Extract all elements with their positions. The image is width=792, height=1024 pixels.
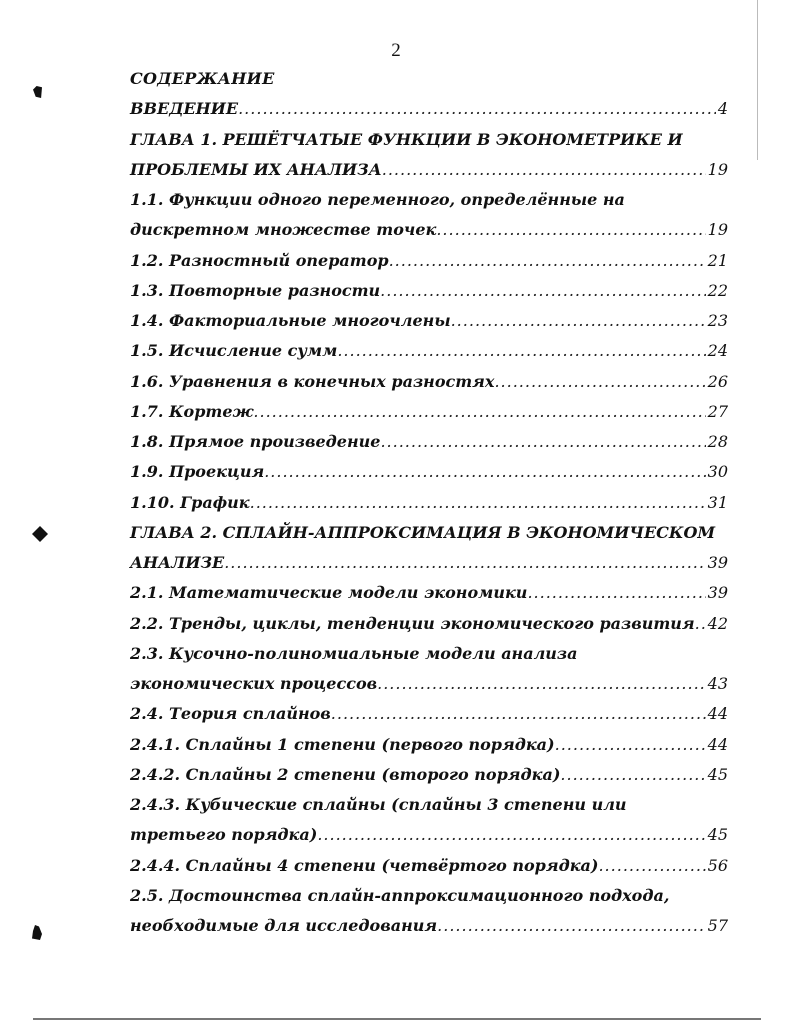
toc-entry-label: 2.2. Тренды, циклы, тенденции экономического развития <box>130 613 695 633</box>
toc-entry-page: 30 <box>707 462 728 482</box>
toc-entry-label: 2.4.1. Сплайны 1 степени (первого порядка) <box>130 734 555 754</box>
toc-entry-label: 2.4. Теория сплайнов <box>130 704 331 724</box>
toc-entry-2-2 <box>130 609 728 639</box>
toc-entry-label: 1.9. Проекция <box>130 462 265 482</box>
toc-entry-1-1-line1: 1.1. Функции одного переменного, определённые на <box>130 190 625 209</box>
dot-leader <box>382 155 706 185</box>
toc-entry-label: дискретном множестве точек <box>130 220 437 240</box>
toc-entry-label: третьего порядка) <box>130 825 318 845</box>
toc-entry-label: 1.6. Уравнения в конечных разностях <box>130 371 495 391</box>
dot-leader <box>264 457 705 487</box>
toc-entry-1-10 <box>130 488 728 518</box>
toc-entry-2-4-3 <box>130 820 728 850</box>
toc-entry-page: 42 <box>707 613 728 633</box>
toc-entry-2-3-line1: 2.3. Кусочно-полиномиальные модели анализа <box>130 643 578 663</box>
toc-entry-page: 21 <box>707 250 728 270</box>
toc-entry-label: 2.1. Математические модели экономики <box>130 583 528 603</box>
toc-entry-label: 2.4.2. Сплайны 2 степени (второго порядка) <box>130 764 561 784</box>
toc-entry-chapter-2 <box>130 548 728 578</box>
toc-entry-page: 26 <box>707 371 728 391</box>
toc-entry-label: 1.4. Факториальные многочлены <box>130 311 451 330</box>
toc-entry-2-5 <box>130 911 728 941</box>
table-of-contents <box>130 64 728 941</box>
dot-leader <box>331 699 706 729</box>
toc-entry-page: 28 <box>707 432 728 451</box>
scan-speck <box>33 86 42 98</box>
toc-entry-page: 4 <box>717 99 728 119</box>
toc-entry-page: 44 <box>707 734 728 754</box>
dot-leader <box>436 215 705 245</box>
toc-entry-chapter-1 <box>130 155 728 185</box>
dot-leader <box>337 336 705 366</box>
page-number: 2 <box>391 40 401 61</box>
toc-entry-page: 45 <box>707 764 728 784</box>
toc-entry-page: 27 <box>707 401 728 421</box>
dot-leader <box>253 397 705 427</box>
toc-entry-page: 57 <box>707 916 728 935</box>
toc-entry-page: 19 <box>707 220 728 240</box>
toc-entry-page: 23 <box>707 311 728 330</box>
toc-entry-2-4-4 <box>130 851 728 881</box>
toc-entry-page: 19 <box>707 159 728 179</box>
dot-leader <box>560 760 705 790</box>
toc-entry-label: экономических процессов <box>130 674 378 693</box>
dot-leader <box>598 851 705 881</box>
toc-entry-2-4-1 <box>130 730 728 760</box>
toc-entry-1-8 <box>130 427 728 457</box>
toc-entry-page: 56 <box>707 855 728 875</box>
toc-entry-label: ПРОБЛЕМЫ ИХ АНАЛИЗА <box>130 159 382 179</box>
dot-leader <box>695 609 706 639</box>
toc-entry-1-5 <box>130 336 728 366</box>
toc-entry-page: 22 <box>707 280 728 300</box>
toc-entry-page: 39 <box>707 583 728 603</box>
toc-entry-1-7 <box>130 397 728 427</box>
dot-leader <box>380 427 705 457</box>
scan-speck <box>32 526 48 542</box>
dot-leader <box>317 820 705 850</box>
toc-entry-page: 31 <box>707 492 728 512</box>
dot-leader <box>250 488 706 518</box>
toc-entry-label: 1.2. Разностный оператор <box>130 250 389 270</box>
toc-entry-page: 24 <box>707 341 728 361</box>
toc-entry-2-4 <box>130 699 728 729</box>
scan-edge-line <box>757 0 758 160</box>
toc-entry-2-3 <box>130 669 728 699</box>
dot-leader <box>527 578 705 608</box>
toc-entry-2-1 <box>130 578 728 608</box>
toc-entry-label: 1.10. График <box>130 492 250 512</box>
toc-entry-2-4-2 <box>130 760 728 790</box>
toc-entry-label: 1.3. Повторные разности <box>130 280 381 300</box>
dot-leader <box>494 367 705 397</box>
dot-leader <box>437 911 706 941</box>
toc-entry-2-5-line1: 2.5. Достоинства сплайн-аппроксимационного подхода, <box>130 885 670 905</box>
page-bottom-rule <box>33 1018 761 1020</box>
toc-entry-label: ВВЕДЕНИЕ <box>130 99 239 119</box>
toc-title: СОДЕРЖАНИЕ <box>130 69 275 88</box>
dot-leader <box>224 548 705 578</box>
toc-entry-page: 43 <box>707 674 728 693</box>
toc-entry-label: 1.7. Кортеж <box>130 401 254 421</box>
toc-entry-2-4-3-line1: 2.4.3. Кубические сплайны (сплайны 3 степени или <box>130 795 627 814</box>
dot-leader <box>555 730 706 760</box>
toc-entry-page: 45 <box>707 825 728 845</box>
toc-entry-1-9 <box>130 457 728 487</box>
toc-entry-1-2 <box>130 246 728 276</box>
toc-entry-chapter-2-line1: ГЛАВА 2. СПЛАЙН-АППРОКСИМАЦИЯ В ЭКОНОМИЧЕСКОМ <box>130 522 716 542</box>
toc-entry-1-4 <box>130 306 728 336</box>
toc-entry-chapter-1-line1: ГЛАВА 1. РЕШЁТЧАТЫЕ ФУНКЦИИ В ЭКОНОМЕТРИКЕ И <box>130 129 683 149</box>
toc-entry-label: 1.5. Исчисление сумм <box>130 341 338 361</box>
dot-leader <box>389 246 706 276</box>
toc-entry-page: 39 <box>707 553 728 572</box>
dot-leader <box>377 669 706 699</box>
toc-entry-1-3 <box>130 276 728 306</box>
dot-leader <box>238 94 716 124</box>
toc-entry-1-6 <box>130 367 728 397</box>
toc-entry-label: 2.4.4. Сплайны 4 степени (четвёртого порядка) <box>130 855 599 875</box>
toc-entry-1-1 <box>130 215 728 245</box>
toc-entry-page: 44 <box>707 704 728 724</box>
toc-entry-label: 1.8. Прямое произведение <box>130 432 381 451</box>
scan-speck <box>32 925 42 940</box>
dot-leader <box>451 306 706 336</box>
toc-entry-introduction <box>130 94 728 124</box>
toc-entry-label: АНАЛИЗЕ <box>130 553 225 572</box>
dot-leader <box>380 276 705 306</box>
toc-entry-label: необходимые для исследования <box>130 916 438 935</box>
